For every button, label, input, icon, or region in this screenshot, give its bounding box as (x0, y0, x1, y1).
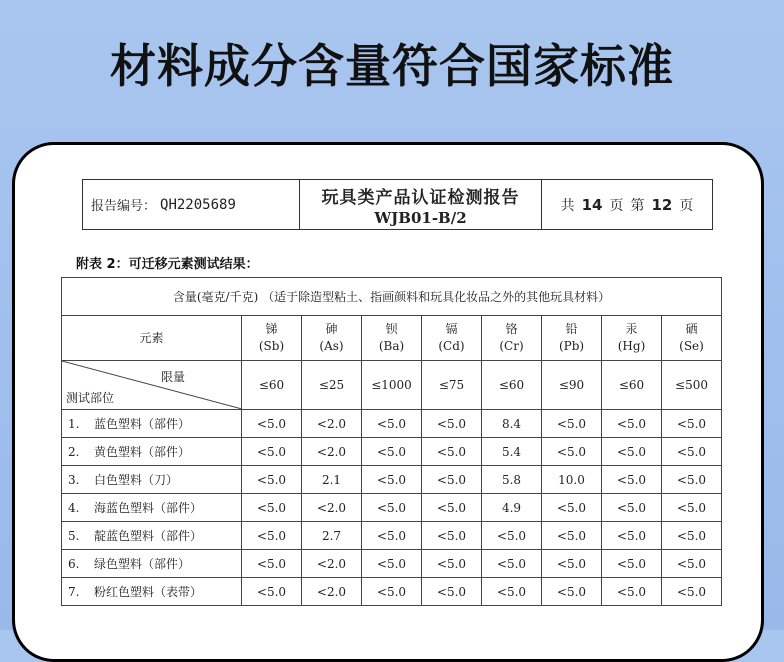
test-part: 绿色塑料（部件） (94, 557, 191, 571)
value-cell: <5.0 (662, 438, 722, 466)
value-cell: <5.0 (662, 522, 722, 550)
value-cell: <5.0 (542, 550, 602, 578)
report-code: WJB01-B/2 (374, 208, 467, 227)
value-cell: <5.0 (662, 494, 722, 522)
value-cell: <5.0 (602, 494, 662, 522)
value-cell: <5.0 (662, 578, 722, 606)
element-name: 锑 (265, 322, 278, 336)
table-row (62, 466, 722, 494)
report-number-label: 报告编号： (91, 199, 157, 214)
element-name: 钡 (385, 322, 398, 336)
test-site-cell (62, 466, 242, 494)
row-index: 7. (68, 585, 80, 599)
element-symbol: (Pb) (558, 339, 585, 353)
value-cell: 8.4 (482, 410, 542, 438)
limit-cell: ≤60 (482, 361, 542, 410)
element-cell (542, 316, 602, 361)
test-part: 海蓝色塑料（部件） (94, 501, 203, 515)
value-cell: <5.0 (662, 410, 722, 438)
limit-cell: ≤90 (542, 361, 602, 410)
element-cell (242, 316, 302, 361)
value-cell: <5.0 (242, 438, 302, 466)
value-cell: <2.0 (302, 550, 362, 578)
value-cell: <5.0 (242, 410, 302, 438)
value-cell: <5.0 (602, 522, 662, 550)
caption-row (62, 278, 722, 316)
value-cell: <5.0 (542, 494, 602, 522)
test-site-cell (62, 438, 242, 466)
value-cell: <5.0 (602, 410, 662, 438)
test-part: 黄色塑料（部件） (94, 445, 191, 459)
limit-cell: ≤60 (242, 361, 302, 410)
element-symbol: (Se) (679, 339, 704, 353)
element-symbol: (Ba) (378, 339, 405, 353)
value-cell: <5.0 (422, 578, 482, 606)
test-part: 蓝色塑料（部件） (94, 417, 191, 431)
limit-cell: ≤60 (602, 361, 662, 410)
value-cell: 10.0 (542, 466, 602, 494)
value-cell: <5.0 (602, 466, 662, 494)
total-pages: 14 (581, 195, 603, 214)
value-cell: <5.0 (362, 550, 422, 578)
element-cell (602, 316, 662, 361)
limit-cell: ≤75 (422, 361, 482, 410)
element-symbol: (Cd) (438, 339, 465, 353)
test-part: 粉红色塑料（表带） (94, 585, 203, 599)
element-name: 硒 (685, 322, 698, 336)
table-caption: 含量(毫克/千克) （适于除造型粘土、指画颜料和玩具化妆品之外的其他玩具材料） (62, 278, 722, 316)
value-cell: <5.0 (362, 494, 422, 522)
limit-row (62, 361, 722, 410)
value-cell: <5.0 (662, 550, 722, 578)
table-row (62, 522, 722, 550)
row-index: 1. (68, 417, 80, 431)
element-name: 铅 (565, 322, 578, 336)
row-index: 3. (68, 473, 80, 487)
row-index: 5. (68, 529, 80, 543)
table-row (62, 410, 722, 438)
element-name: 铬 (505, 322, 518, 336)
value-cell: 4.9 (482, 494, 542, 522)
row-index: 2. (68, 445, 80, 459)
part-label: 测试部位 (66, 391, 115, 405)
value-cell: <5.0 (242, 578, 302, 606)
value-cell: <5.0 (482, 522, 542, 550)
results-table (61, 277, 722, 606)
value-cell: <5.0 (482, 550, 542, 578)
value-cell: <5.0 (542, 410, 602, 438)
value-cell: <5.0 (362, 578, 422, 606)
value-cell: <5.0 (362, 522, 422, 550)
test-site-cell (62, 494, 242, 522)
test-site-cell (62, 550, 242, 578)
value-cell: <5.0 (362, 438, 422, 466)
value-cell: <5.0 (422, 522, 482, 550)
report-header (82, 179, 713, 230)
element-name: 砷 (325, 322, 338, 336)
element-name: 汞 (625, 322, 638, 336)
element-cell (662, 316, 722, 361)
element-symbol: (Cr) (499, 339, 524, 353)
value-cell: <5.0 (602, 578, 662, 606)
value-cell: <5.0 (242, 466, 302, 494)
value-cell: <5.0 (422, 494, 482, 522)
report-title-cell (300, 180, 542, 229)
table-row (62, 494, 722, 522)
element-cell (482, 316, 542, 361)
diagonal-header-cell (62, 361, 242, 410)
page-headline: 材料成分含量符合国家标准 (110, 39, 674, 93)
value-cell: <5.0 (422, 438, 482, 466)
page-word-1: 页 (609, 197, 624, 214)
element-name: 镉 (445, 322, 458, 336)
element-header: 元素 (62, 316, 242, 361)
value-cell: <2.0 (302, 578, 362, 606)
section-title: 附表 2：可迁移元素测试结果： (76, 257, 259, 272)
element-cell (422, 316, 482, 361)
value-cell: <5.0 (242, 550, 302, 578)
value-cell: <5.0 (242, 522, 302, 550)
row-index: 4. (68, 501, 80, 515)
limit-cell: ≤1000 (362, 361, 422, 410)
element-header-row (62, 316, 722, 361)
value-cell: <5.0 (242, 494, 302, 522)
value-cell: <5.0 (362, 410, 422, 438)
value-cell: <5.0 (602, 550, 662, 578)
element-symbol: (Hg) (617, 339, 646, 353)
value-cell: 2.1 (302, 466, 362, 494)
value-cell: <5.0 (662, 466, 722, 494)
limit-cell: ≤500 (662, 361, 722, 410)
report-title: 玩具类产品认证检测报告 (321, 187, 520, 208)
value-cell: <2.0 (302, 410, 362, 438)
element-symbol: (As) (319, 339, 344, 353)
value-cell: <2.0 (302, 438, 362, 466)
element-cell (302, 316, 362, 361)
value-cell: <2.0 (302, 494, 362, 522)
test-site-cell (62, 578, 242, 606)
value-cell: 2.7 (302, 522, 362, 550)
limit-cell: ≤25 (302, 361, 362, 410)
value-cell: 5.8 (482, 466, 542, 494)
page-count-cell (542, 180, 712, 229)
test-part: 白色塑料（刀） (94, 473, 179, 487)
value-cell: 5.4 (482, 438, 542, 466)
value-cell: <5.0 (422, 466, 482, 494)
limit-label: 限量 (160, 370, 185, 384)
value-cell: <5.0 (542, 522, 602, 550)
report-number: QH2205689 (160, 196, 236, 213)
value-cell: <5.0 (482, 578, 542, 606)
element-cell (362, 316, 422, 361)
element-symbol: (Sb) (258, 339, 285, 353)
page-word-2: 页 (679, 197, 694, 214)
test-part: 靛蓝色塑料（部件） (94, 529, 203, 543)
table-row (62, 438, 722, 466)
row-index: 6. (68, 557, 80, 571)
report-number-cell (83, 180, 300, 229)
value-cell: <5.0 (542, 578, 602, 606)
total-prefix: 共 (560, 197, 575, 214)
table-row (62, 578, 722, 606)
value-cell: <5.0 (602, 438, 662, 466)
value-cell: <5.0 (362, 466, 422, 494)
current-page: 12 (651, 195, 673, 214)
test-site-cell (62, 522, 242, 550)
value-cell: <5.0 (422, 410, 482, 438)
test-site-cell (62, 410, 242, 438)
page-prefix: 第 (630, 197, 645, 214)
value-cell: <5.0 (542, 438, 602, 466)
table-row (62, 550, 722, 578)
value-cell: <5.0 (422, 550, 482, 578)
